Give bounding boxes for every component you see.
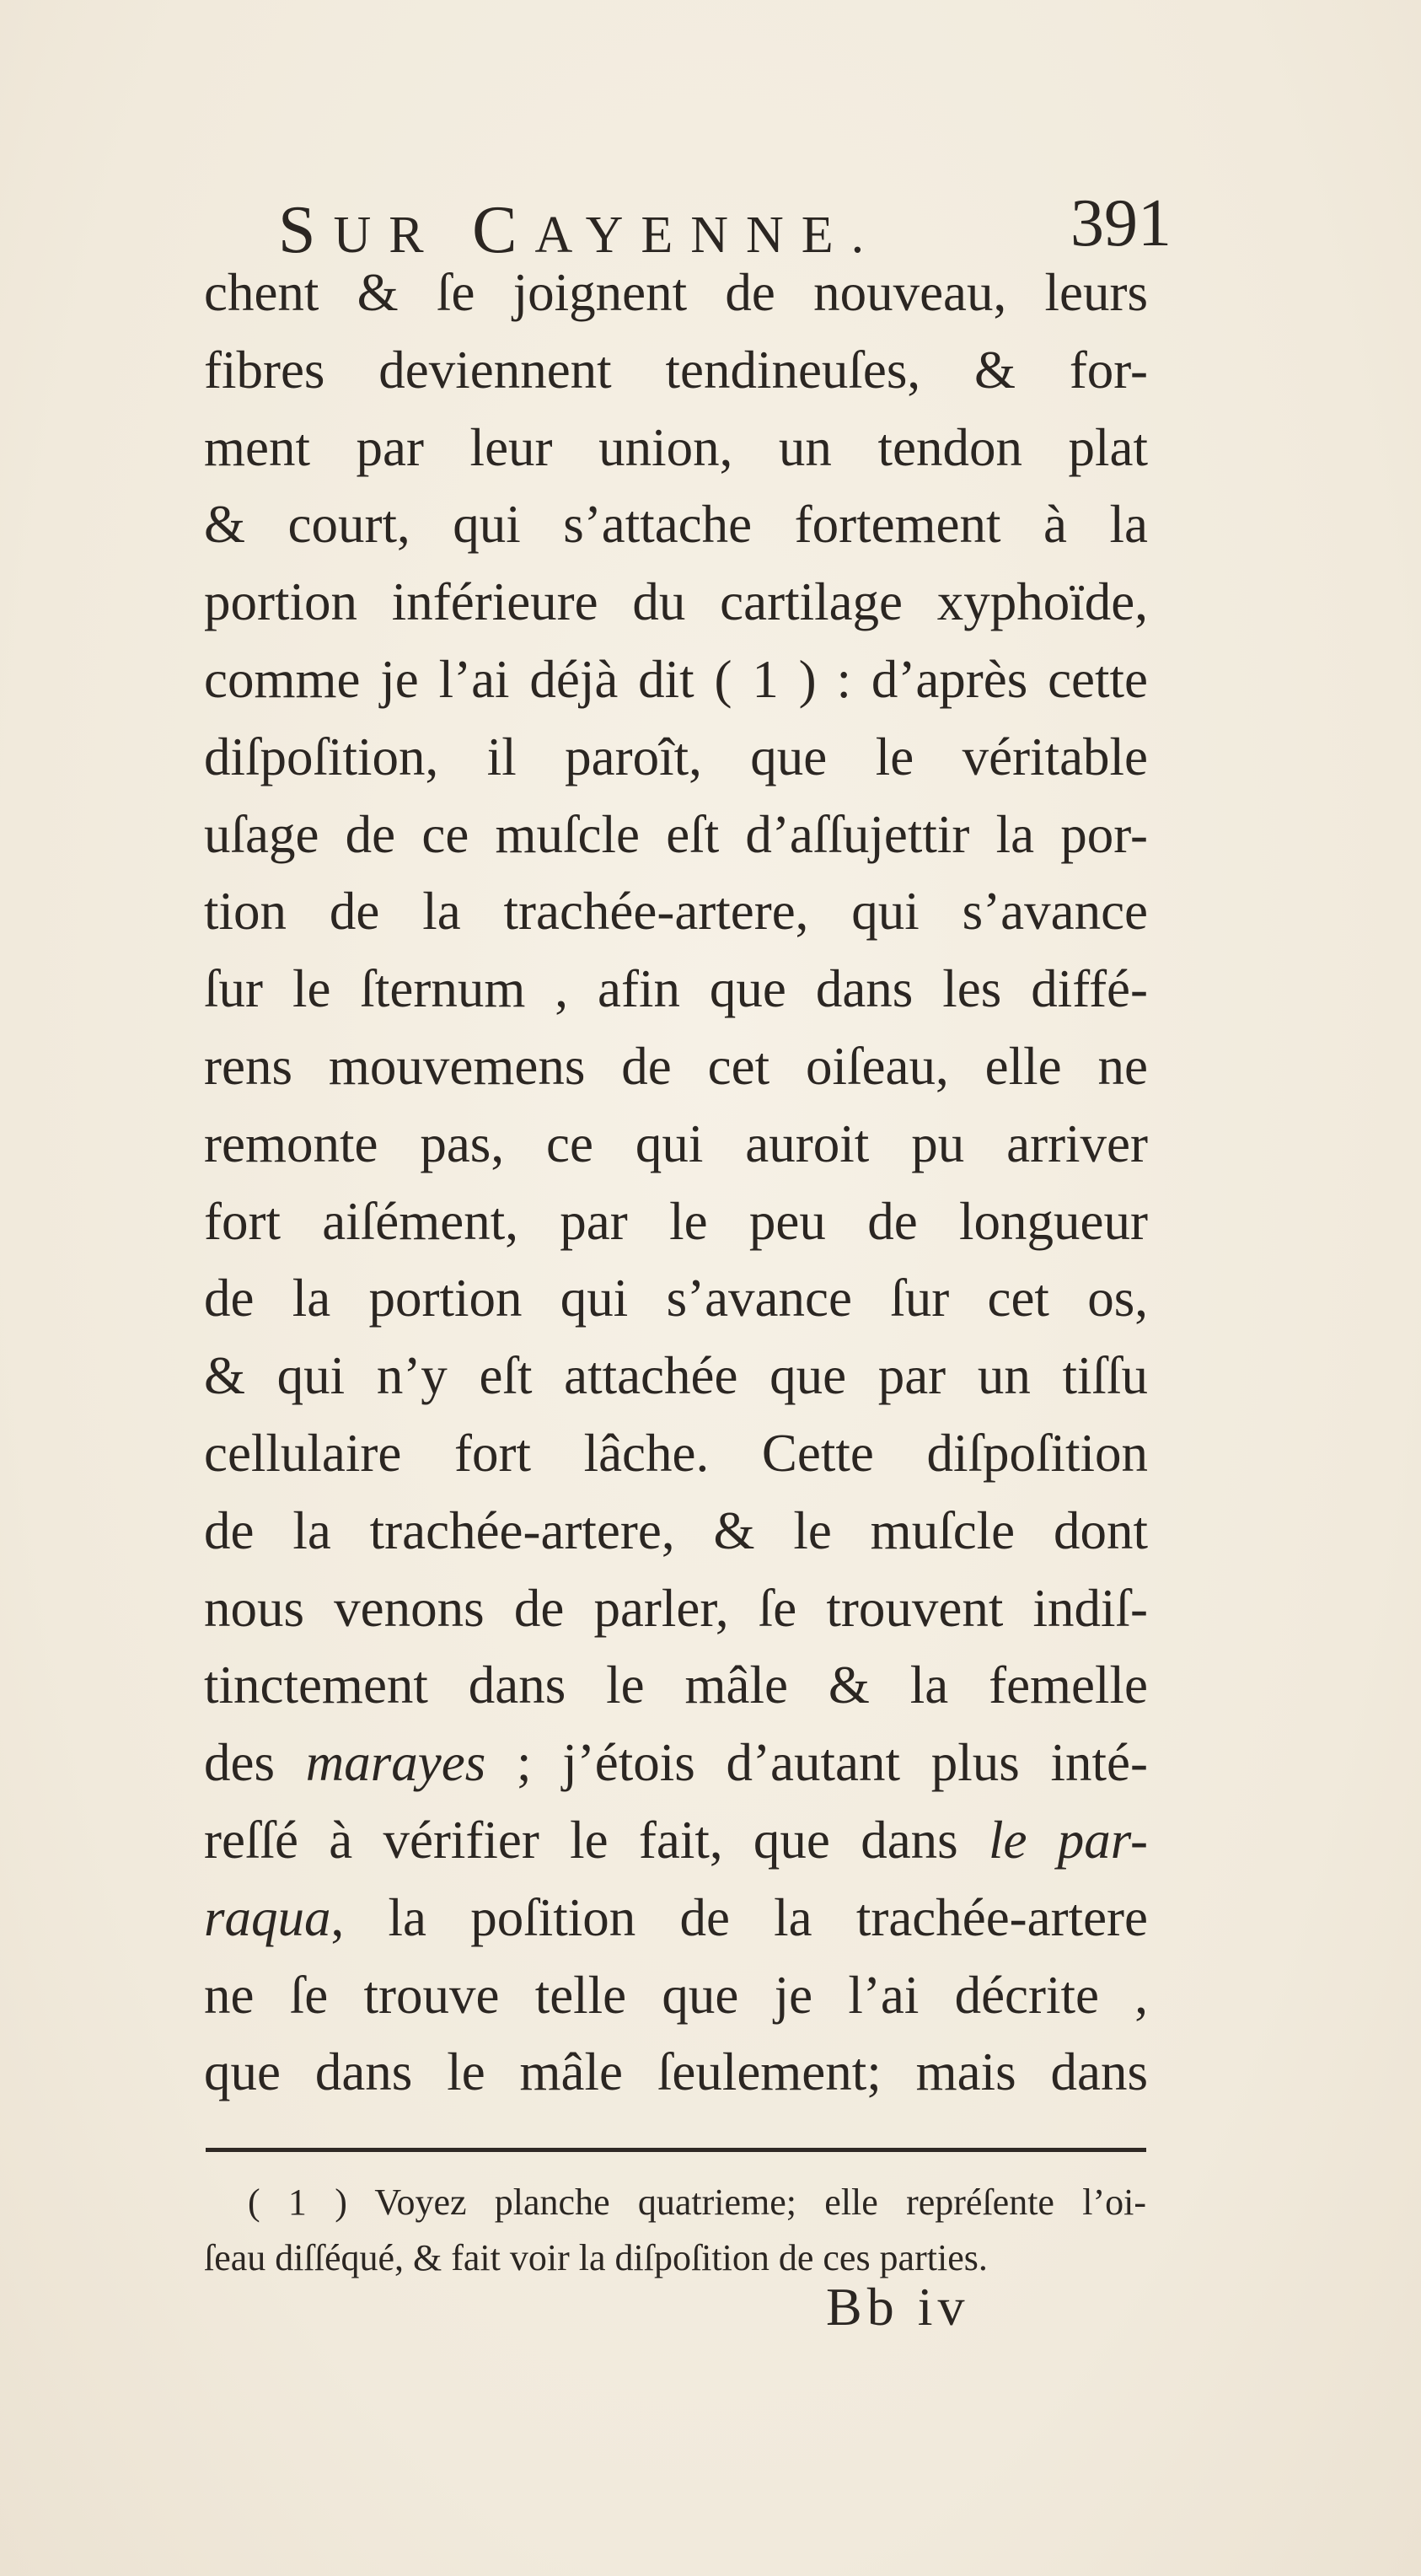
text-line-mixed bbox=[204, 1725, 1148, 1802]
text-line: remonte pas, ce qui auroit pu arriver bbox=[204, 1114, 1148, 1173]
page-number: 391 bbox=[1070, 186, 1172, 260]
text-line: que dans le mâle ſeulement; mais dans bbox=[204, 2042, 1148, 2102]
text-line: ſur le ſternum , afin que dans les diffé- bbox=[204, 959, 1148, 1019]
text-line-mixed bbox=[204, 1802, 1148, 1880]
text-line: uſage de ce muſcle eſt d’aſſujettir la por- bbox=[204, 804, 1148, 864]
text-segment: reſſé à vérifier le fait, que dans bbox=[204, 1810, 989, 1870]
text-line: nous venons de parler, ſe trouvent indiſ- bbox=[204, 1578, 1148, 1638]
text-line-mixed bbox=[204, 1880, 1148, 1957]
text-line: ne ſe trouve telle que je l’ai décrite , bbox=[204, 1965, 1148, 2025]
text-line: de la portion qui s’avance ſur cet os, bbox=[204, 1269, 1148, 1328]
text-segment: , la poſition de la trachée-artere bbox=[330, 1887, 1148, 1947]
text-line: rens mouvemens de cet oiſeau, elle ne bbox=[204, 1036, 1148, 1096]
text-line: comme je l’ai déjà dit ( 1 ) : d’après cette bbox=[204, 649, 1148, 709]
text-line: ment par leur union, un tendon plat bbox=[204, 417, 1148, 477]
text-line: tinctement dans le mâle & la femelle bbox=[204, 1656, 1148, 1715]
text-line: & qui n’y eſt attachée que par un tiſſu bbox=[204, 1346, 1148, 1406]
footnote-line: ſeau diſſéqué, & fait voir la diſpoſition de ces parties. bbox=[204, 2237, 988, 2278]
text-line: fibres deviennent tendineuſes, & for- bbox=[204, 340, 1148, 400]
text-segment: des bbox=[204, 1733, 306, 1793]
text-line: cellulaire fort lâche. Cette diſpoſition bbox=[204, 1423, 1148, 1483]
running-title-part-2: AYENNE. bbox=[534, 207, 882, 264]
running-title-part-1: UR bbox=[333, 207, 473, 264]
text-line: tion de la trachée-artere, qui s’avance bbox=[204, 882, 1148, 942]
running-title-initial: S bbox=[278, 193, 334, 267]
italic-term-parraqua-start: le par- bbox=[988, 1810, 1148, 1870]
italic-term-marayes: marayes bbox=[305, 1733, 486, 1793]
text-line: & court, qui s’attache fortement à la bbox=[204, 495, 1148, 555]
footnote-line: ( 1 ) Voyez planche quatrieme; elle repréſente l’oi- bbox=[248, 2182, 1146, 2223]
text-line: chent & ſe joignent de nouveau, leurs bbox=[204, 263, 1148, 322]
text-line: de la trachée-artere, & le muſcle dont bbox=[204, 1500, 1148, 1560]
text-line: diſpoſition, il paroît, que le véritable bbox=[204, 727, 1148, 786]
text-line: fort aiſément, par le peu de longueur bbox=[204, 1191, 1148, 1251]
footnote bbox=[204, 2175, 1146, 2286]
text-segment: ; j’étois d’autant plus inté- bbox=[485, 1733, 1148, 1793]
footnote-rule bbox=[206, 2148, 1146, 2152]
signature-mark: Bb iv bbox=[826, 2277, 970, 2337]
running-title-initial-2: C bbox=[472, 193, 535, 267]
text-line: portion inférieure du cartilage xyphoïde, bbox=[204, 572, 1148, 632]
italic-term-parraqua-end: raqua bbox=[204, 1887, 331, 1947]
body-text bbox=[204, 255, 1148, 2112]
